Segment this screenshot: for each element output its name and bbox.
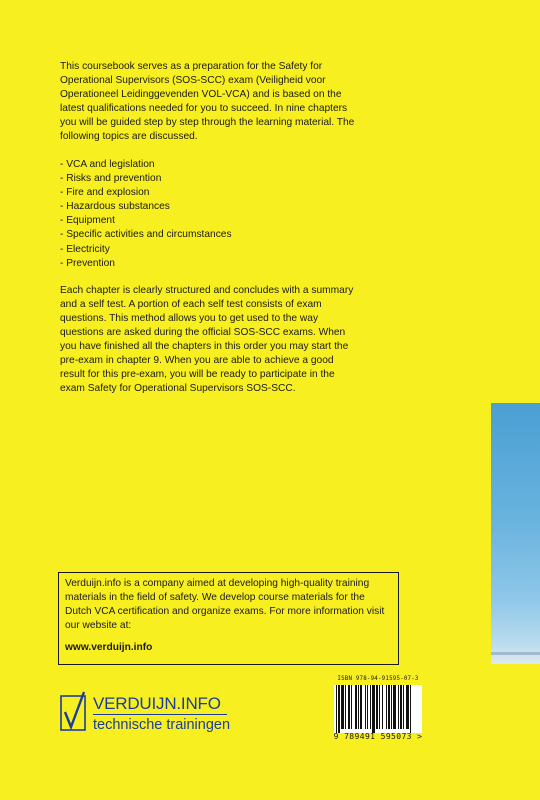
sky-photo-strip xyxy=(491,403,540,664)
barcode-digits: 9 789491 595073 > xyxy=(333,732,423,741)
topic-item: - Equipment xyxy=(60,215,115,227)
logo-name: VERDUIJN.INFO xyxy=(93,694,221,713)
logo-tagline: technische trainingen xyxy=(93,717,231,733)
topic-item: - Electricity xyxy=(60,243,110,255)
verduijn-logo xyxy=(60,690,240,742)
topic-item: - VCA and legislation xyxy=(60,159,155,170)
topic-item: - Hazardous substances xyxy=(60,201,170,213)
website-link[interactable]: www.verduijn.info xyxy=(65,642,153,653)
topic-item: - Risks and prevention xyxy=(60,173,162,185)
barcode xyxy=(328,676,428,742)
outro-paragraph: Each chapter is clearly structured and concludes with a summary and a self test. A portion of each self test consists of exam questions. This method allows you to get used to the way questions are asked during the official SOS-SCC exams. When you have finished all the chapters in this order you may start the pre-exam in chapter 9. When you are able to achieve a good result for this pre-exam, you will be ready to participate in the exam Safety for Operational Supervisors SOS-SCC. xyxy=(60,285,354,394)
company-description: Verduijn.info is a company aimed at developing high-quality training materials in the field of safety. We develop course materials for the Dutch VCA certification and organize exams. For more information visit our website at: xyxy=(65,578,385,631)
company-info-box xyxy=(58,572,399,665)
isbn-label: ISBN 978-94-91595-07-3 xyxy=(337,676,419,682)
logo-divider xyxy=(93,714,227,715)
topics-list xyxy=(60,158,232,271)
intro-paragraph: This coursebook serves as a preparation for the Safety for Operational Supervisors (SOS-SCC) exam (Veiligheid voor Operationeel Leidinggevenden VOL-VCA) and is based on the latest qualifications needed for you to succeed. In nine chapters you will be guided step by step through the learning material. The following topics are discussed. xyxy=(60,61,355,142)
checkmark-logo-icon xyxy=(60,690,88,732)
horizon-line xyxy=(491,652,540,655)
topic-item: - Prevention xyxy=(60,257,115,269)
topic-item: - Fire and explosion xyxy=(60,187,150,199)
barcode-bars xyxy=(334,685,422,733)
topic-item: - Specific activities and circumstances xyxy=(60,229,232,241)
intro-section xyxy=(60,60,360,144)
